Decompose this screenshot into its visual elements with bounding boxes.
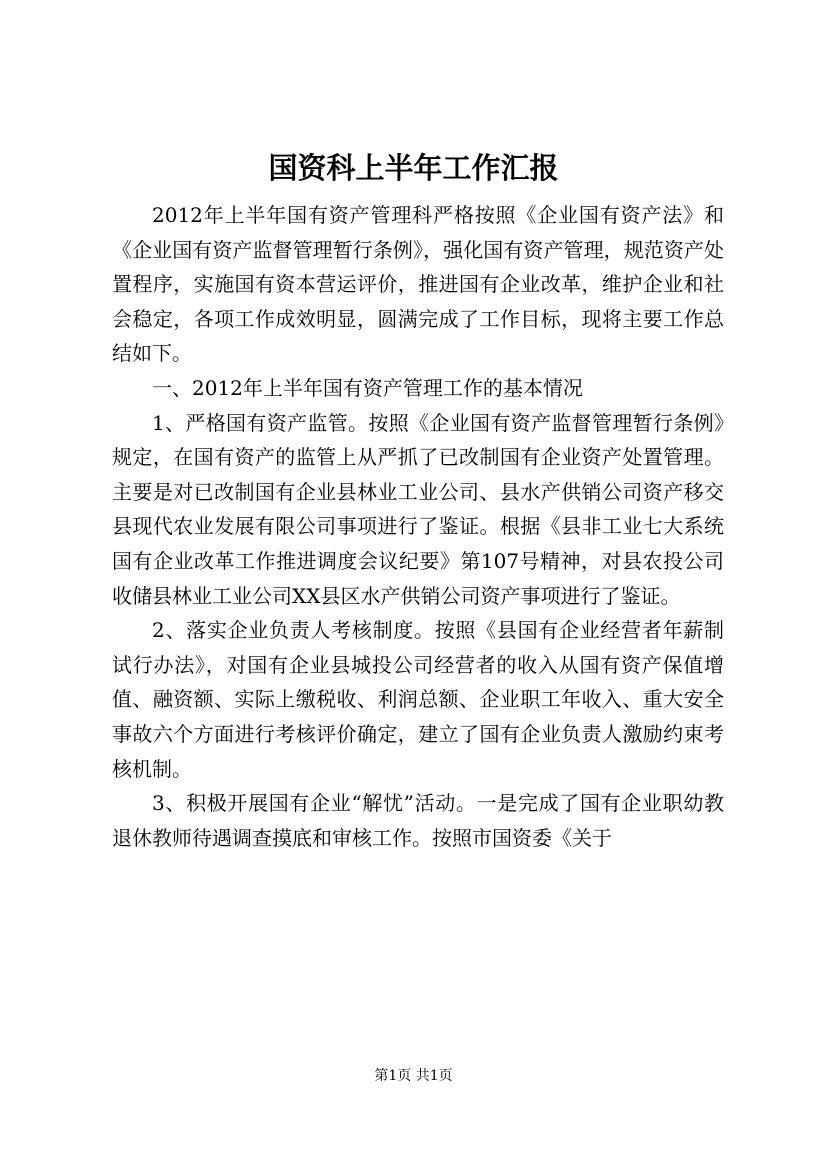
document-body (112, 198, 724, 855)
document-title: 国资科上半年工作汇报 (268, 151, 559, 185)
paragraph-item-1: 1、严格国有资产监管。按照《企业国有资产监督管理暂行条例》规定，在国有资产的监管上从严抓了已改制国有企业资产处置管理。主要是对已改制国有企业县林业工业公司、县水产供销公司资产移交县现代农业发展有限公司事项进行了鉴证。根据《县非工业七大系统国有企业改革工作推进调度会议纪要》第107号精神，对县农投公司收储县林业工业公司XX县区水产供销公司资产事项进行了鉴证。 (112, 410, 724, 608)
paragraph-item-3: 3、积极开展国有企业“解忧”活动。一是完成了国有企业职幼教退休教师待遇调查摸底和审核工作。按照市国资委《关于 (112, 791, 724, 850)
page-footer: 第1页 共1页 (374, 1068, 453, 1084)
section-heading-1: 一、2012年上半年国有资产管理工作的基本情况 (152, 375, 583, 400)
paragraph-intro: 2012年上半年国有资产管理科严格按照《企业国有资产法》和《企业国有资产监督管理暂行条例》，强化国有资产管理，规范资产处置程序，实施国有资本营运评价，推进国有企业改革，维护企业和社会稳定，各项工作成效明显，圆满完成了工作目标，现将主要工作总结如下。 (112, 203, 724, 366)
paragraph-item-2: 2、落实企业负责人考核制度。按照《县国有企业经营者年薪制试行办法》，对国有企业县城投公司经营者的收入从国有资产保值增值、融资额、实际上缴税收、利润总额、企业职工年收入、重大安全事故六个方面进行考核评价确定，建立了国有企业负责人激励约束考核机制。 (112, 618, 724, 781)
